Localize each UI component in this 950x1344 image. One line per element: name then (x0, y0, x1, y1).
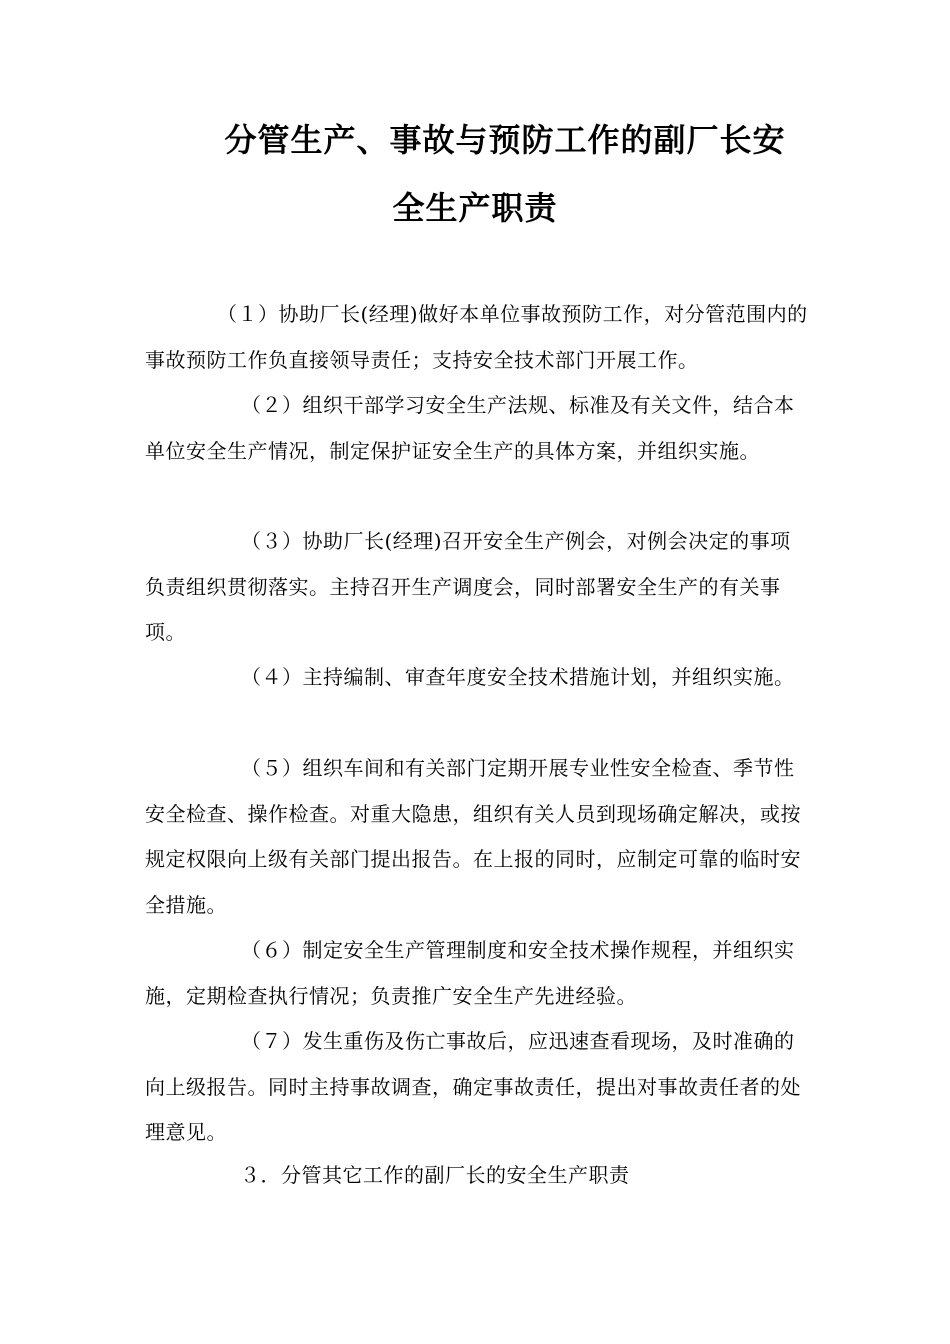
document-title-line-2: 全生产职责 (392, 189, 558, 227)
paragraph-4 (145, 655, 810, 701)
section-heading: ３．分管其它工作的副厂长的安全生产职责 (240, 1163, 630, 1187)
paragraph-5 (145, 746, 810, 928)
paragraph-7-text: （７）发生重伤及伤亡事故后，应迅速查看现场，及时准确的向上级报告。同时主持事故调查，确定事故责任，提出对事故责任者的处理意见。 (145, 1029, 801, 1144)
paragraph-7 (145, 1019, 810, 1156)
paragraph-1-text: （１）协助厂长(经理)做好本单位事故预防工作，对分管范围内的事故预防工作负直接领导责任；支持安全技术部门开展工作。 (145, 302, 808, 372)
paragraph-2 (145, 383, 810, 474)
paragraph-6-text: （６）制定安全生产管理制度和安全技术操作规程，并组织实施，定期检查执行情况；负责推广安全生产先进经验。 (145, 938, 795, 1008)
paragraph-2-text: （２）组织干部学习安全生产法规、标准及有关文件，结合本单位安全生产情况，制定保护证安全生产的具体方案，并组织实施。 (145, 393, 795, 463)
paragraph-1 (145, 292, 810, 383)
paragraph-3-text: （３）协助厂长(经理)召开安全生产例会，对例会决定的事项负责组织贯彻落实。主持召开生产调度会，同时部署安全生产的有关事项。 (145, 529, 791, 644)
paragraph-5-text: （５）组织车间和有关部门定期开展专业性安全检查、季节性安全检查、操作检查。对重大隐患，组织有关人员到现场确定解决，或按规定权限向上级有关部门提出报告。在上报的同时，应制定可靠的临时安全措施。 (145, 756, 801, 917)
paragraph-3 (145, 519, 810, 656)
paragraph-4-text: （４）主持编制、审查年度安全技术措施计划，并组织实施。 (241, 665, 795, 689)
document-title-line-1: 分管生产、事故与预防工作的副厂长安 (224, 121, 786, 159)
paragraph-6 (145, 928, 810, 1019)
